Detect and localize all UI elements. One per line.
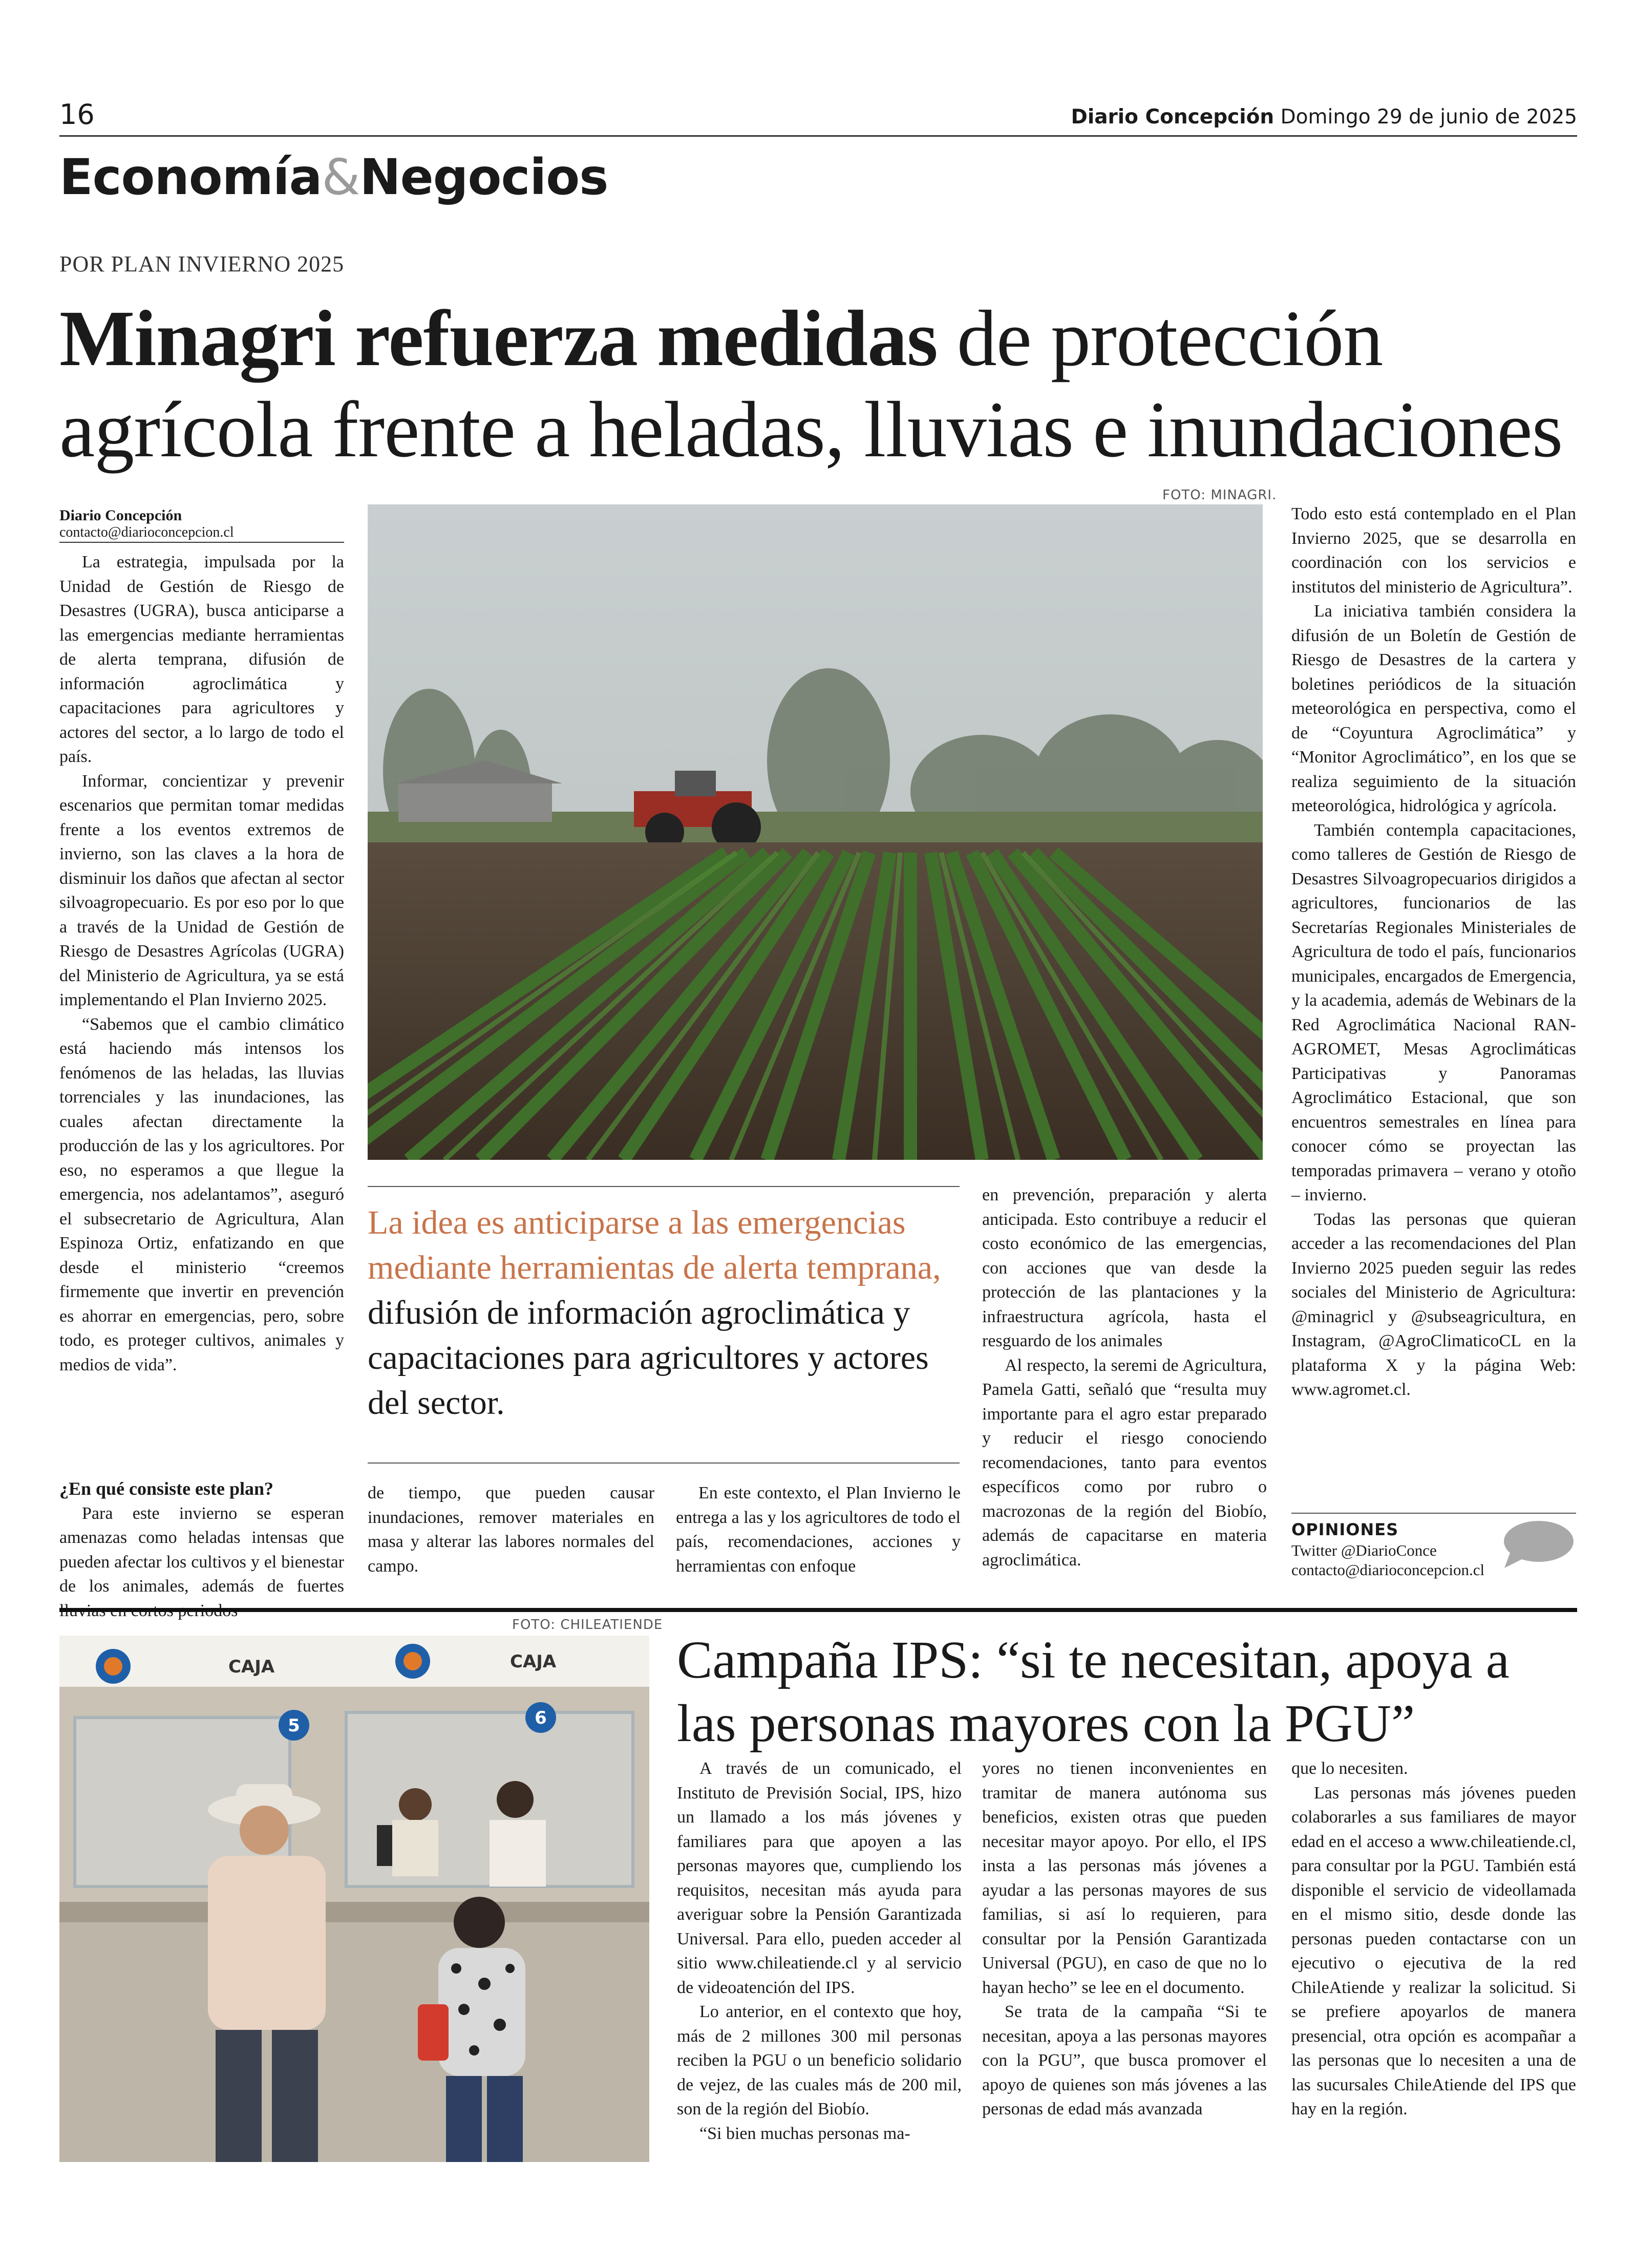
paragraph: Lo anterior, en el contexto que hoy, más de 2 millones 300 mil personas reciben la PGU o un beneficio solidario de vejez, de las cuales más de 200 mil, son de la región del Biobío. [677,2002,962,2118]
story1-column-4 [982,1183,1267,1572]
story2-column-2 [982,1756,1267,2122]
paragraph: Informar, concientizar y prevenir escenarios que permitan tomar medidas frente a los eventos extremos de invierno, son las claves a la hora de disminuir los daños que afectan al sector silvoagropecuario. Es por eso por lo que a través de la Unidad de Gestión de Riesgo de Desastres Agrícolas (UGRA) del Ministerio de Agricultura, ya se está implementando el Plan Invierno 2025. [59,771,344,1009]
subhead: ¿En qué consiste este plan? [59,1478,274,1499]
paragraph: “Si bien muchas personas ma- [699,2124,910,2143]
paragraph: Se trata de la campaña “Si te necesitan, apoya a las personas mayores con la PGU”, que busca promover el apoyo de quienes son más jóvenes a las personas de edad más avanzada [982,2002,1267,2118]
caja-label: CAJA [510,1651,557,1672]
photo-credit-2: FOTO: CHILEATIENDE [512,1617,663,1633]
paper-name: Diario Concepción [1071,105,1274,129]
paragraph: en prevención, preparación y alerta anticipada. Esto contribuye a reducir el costo económico de las emergencias, con acciones que van desde la protección de las plantaciones y la infraestructura agrícola, hasta el resguardo de los animales [982,1185,1267,1350]
ips-office-photo [59,1636,649,2162]
paragraph: Al respecto, la seremi de Agricultura, Pamela Gatti, señaló que “resulta muy importante para el agro estar preparado y reducir el riesgo conociendo recomendaciones, tanto para eventos específicos como por rubro o macrozonas de la región del Biobío, además de capacitarse en materia agroclimática. [982,1355,1267,1570]
section-title-b: Negocios [359,149,608,206]
opinions-rule [1291,1513,1576,1514]
opinions-twitter: Twitter @DiarioConce [1291,1541,1437,1559]
paragraph: La iniciativa también considera la difusión de un Boletín de Gestión de Riesgo de Desastres de la cartera y boletines periódicos de la situación meteorológica en perspectiva, como el de “Coyuntura Agroclimática” y “Monitor Agroclimático”, en los que se realiza seguimiento de la situación meteorológica, hidrológica y agrícola. [1291,602,1576,815]
paragraph: Las personas más jóvenes pueden colaborarles a sus familiares de mayor edad en el acceso a www.chileatiende.cl, para consultar por la PGU. También está disponible el servicio de videollamada en el mismo sitio, desde donde las personas pueden contactarse con un ejecutivo o ejecutiva de la red ChileAtiende y realizar la solicitud. Si se prefiere apoyarlos de manera presencial, otra opción es acompañar a las personas que lo necesiten a una de las sucursales ChileAtiende del IPS que hay en la región. [1291,1783,1576,2118]
header-rule [59,135,1577,137]
section-title-amp: & [322,149,360,206]
story1-column-3-bottom [676,1481,961,1578]
paragraph: Todas las personas que quieran acceder a las recomendaciones del Plan Invierno 2025 pueden seguir las redes sociales del Ministerio de Agricultura: @minagricl y @subseagricultura, en Instagram, @AgroClimaticoCL en la plataforma X y la página Web: www.agromet.cl. [1291,1210,1576,1399]
farm-field-photo [368,504,1263,1160]
headline-bold: Minagri refuerza medidas [59,294,938,383]
paragraph: “Sabemos que el cambio climático está haciendo más intensos los fenómenos de las heladas, las lluvias torrenciales y las inundaciones, las cuales afectan directamente la producción de las y los agricultores. Por eso, no esperamos a que llegue la emergencia, nos adelantamos”, aseguró el subsecretario de Agricultura, Alan Espinoza Ortiz, enfatizando en que desde el ministerio “creemos firmemente que invertir en prevención es ahorrar en emergencias, pero, sobre todo, es proteger cultivos, animales y medios de vida”. [59,1014,344,1374]
story1-column-2-bottom [368,1481,654,1578]
headline-2: Campaña IPS: “si te necesitan, apoya a las personas mayores con la PGU” [677,1630,1510,1753]
paragraph: de tiempo, que pueden causar inundaciones, remover materiales en masa y alterar las labores normales del campo. [368,1483,654,1576]
paragraph: Todo esto está contemplado en el Plan Invierno 2025, que se desarrolla en coordinación con los servicios e institutos del ministerio de Agricultura”. [1291,504,1576,597]
story1-column-1 [59,550,344,1377]
byline-email: contacto@diarioconcepcion.cl [59,524,234,540]
window-number: 6 [535,1708,547,1728]
page-number: 16 [59,98,95,131]
pull-quote-accent: La idea es anticiparse a las emergencias mediante herramientas de alerta temprana, [368,1204,941,1286]
opinions-email: contacto@diarioconcepcion.cl [1291,1561,1485,1579]
headline-rest: de protección agrícola frente a heladas, lluvias e inundaciones [59,294,1563,474]
speech-bubble-icon [1500,1519,1575,1570]
paragraph: La estrategia, impulsada por la Unidad de Gestión de Riesgo de Desastres (UGRA), busca anticiparse a las emergencias mediante herramientas de alerta temprana, difusión de información agroclimática y capacitaciones para agricultores y actores del sector, a lo largo de todo el país. [59,553,344,766]
paragraph: que lo necesiten. [1291,1759,1408,1778]
story1-column-1-bottom [59,1477,344,1623]
masthead [1071,105,1577,129]
paragraph: Para este invierno se esperan amenazas como heladas intensas que pueden afectar los cultivos y el bienestar de los animales, además de fuertes [59,1503,344,1596]
section-title-a: Economía [59,149,322,206]
story1-column-5 [1291,502,1576,1402]
kicker: POR PLAN INVIERNO 2025 [59,251,345,277]
byline-name: Diario Concepción [59,507,182,524]
story-divider [59,1608,1577,1612]
pull-quote-rest: difusión de información agroclimática y capacitaciones para agricultores y actores del sector. [368,1294,929,1422]
section-title [59,149,608,206]
photo-credit: FOTO: MINAGRI. [1162,487,1277,503]
story2-column-3 [1291,1756,1576,2122]
paragraph: A través de un comunicado, el Instituto de Previsión Social, IPS, hizo un llamado a los más jóvenes y familiares para que apoyen a las personas mayores que, cumpliendo los requisitos, necesitan más ayuda para averiguar sobre la Pensión Garantizada Universal. Para ello, pueden acceder al sitio www.chileatiende.cl y al servicio de videoatención del IPS. [677,1759,962,1997]
opinions-title: OPINIONES [1291,1520,1399,1539]
headline [59,293,1596,475]
pull-quote [368,1200,962,1426]
story2-column-1 [677,1756,962,2146]
paragraph: También contempla capacitaciones, como talleres de Gestión de Riesgo de Desastres Silvoagropecuarios dirigidos a agricultores, funcionarios de las Secretarías Regionales Ministeriales de Agricultura de todo el país, funcionarios municipales, encargados de Emergencia, y la academia, además de Webinars de la Red Agroclimática Nacional RAN-AGROMET, Mesas Agroclimáticas Participativas y Panoramas Agroclimático Estacional, que son encuentros semestrales en línea para conocer cómo se proyectan las temporadas primavera – verano y otoño – invierno. [1291,820,1576,1204]
issue-date: Domingo 29 de junio de 2025 [1280,105,1577,129]
pull-quote-rule-top [368,1186,960,1187]
caja-label: CAJA [228,1657,275,1677]
pull-quote-rule-bottom [368,1462,960,1464]
byline-rule [59,542,344,543]
paragraph: yores no tienen inconvenientes en tramitar de manera autónoma sus beneficios, existen otras que pueden necesitar mayor apoyo. Por ello, el IPS insta a las personas más jóvenes a ayudar a las personas mayores de sus familias, si así lo requieren, para consultar por la Pensión Garantizada Universal (PGU), en caso de que no lo hayan hecho” se lee en el documento. [982,1759,1267,1997]
paragraph: En este contexto, el Plan Invierno le entrega a las y los agricultores de todo el país, recomendaciones, acciones y herramientas con enfoque [676,1483,961,1576]
window-number: 5 [288,1715,300,1736]
